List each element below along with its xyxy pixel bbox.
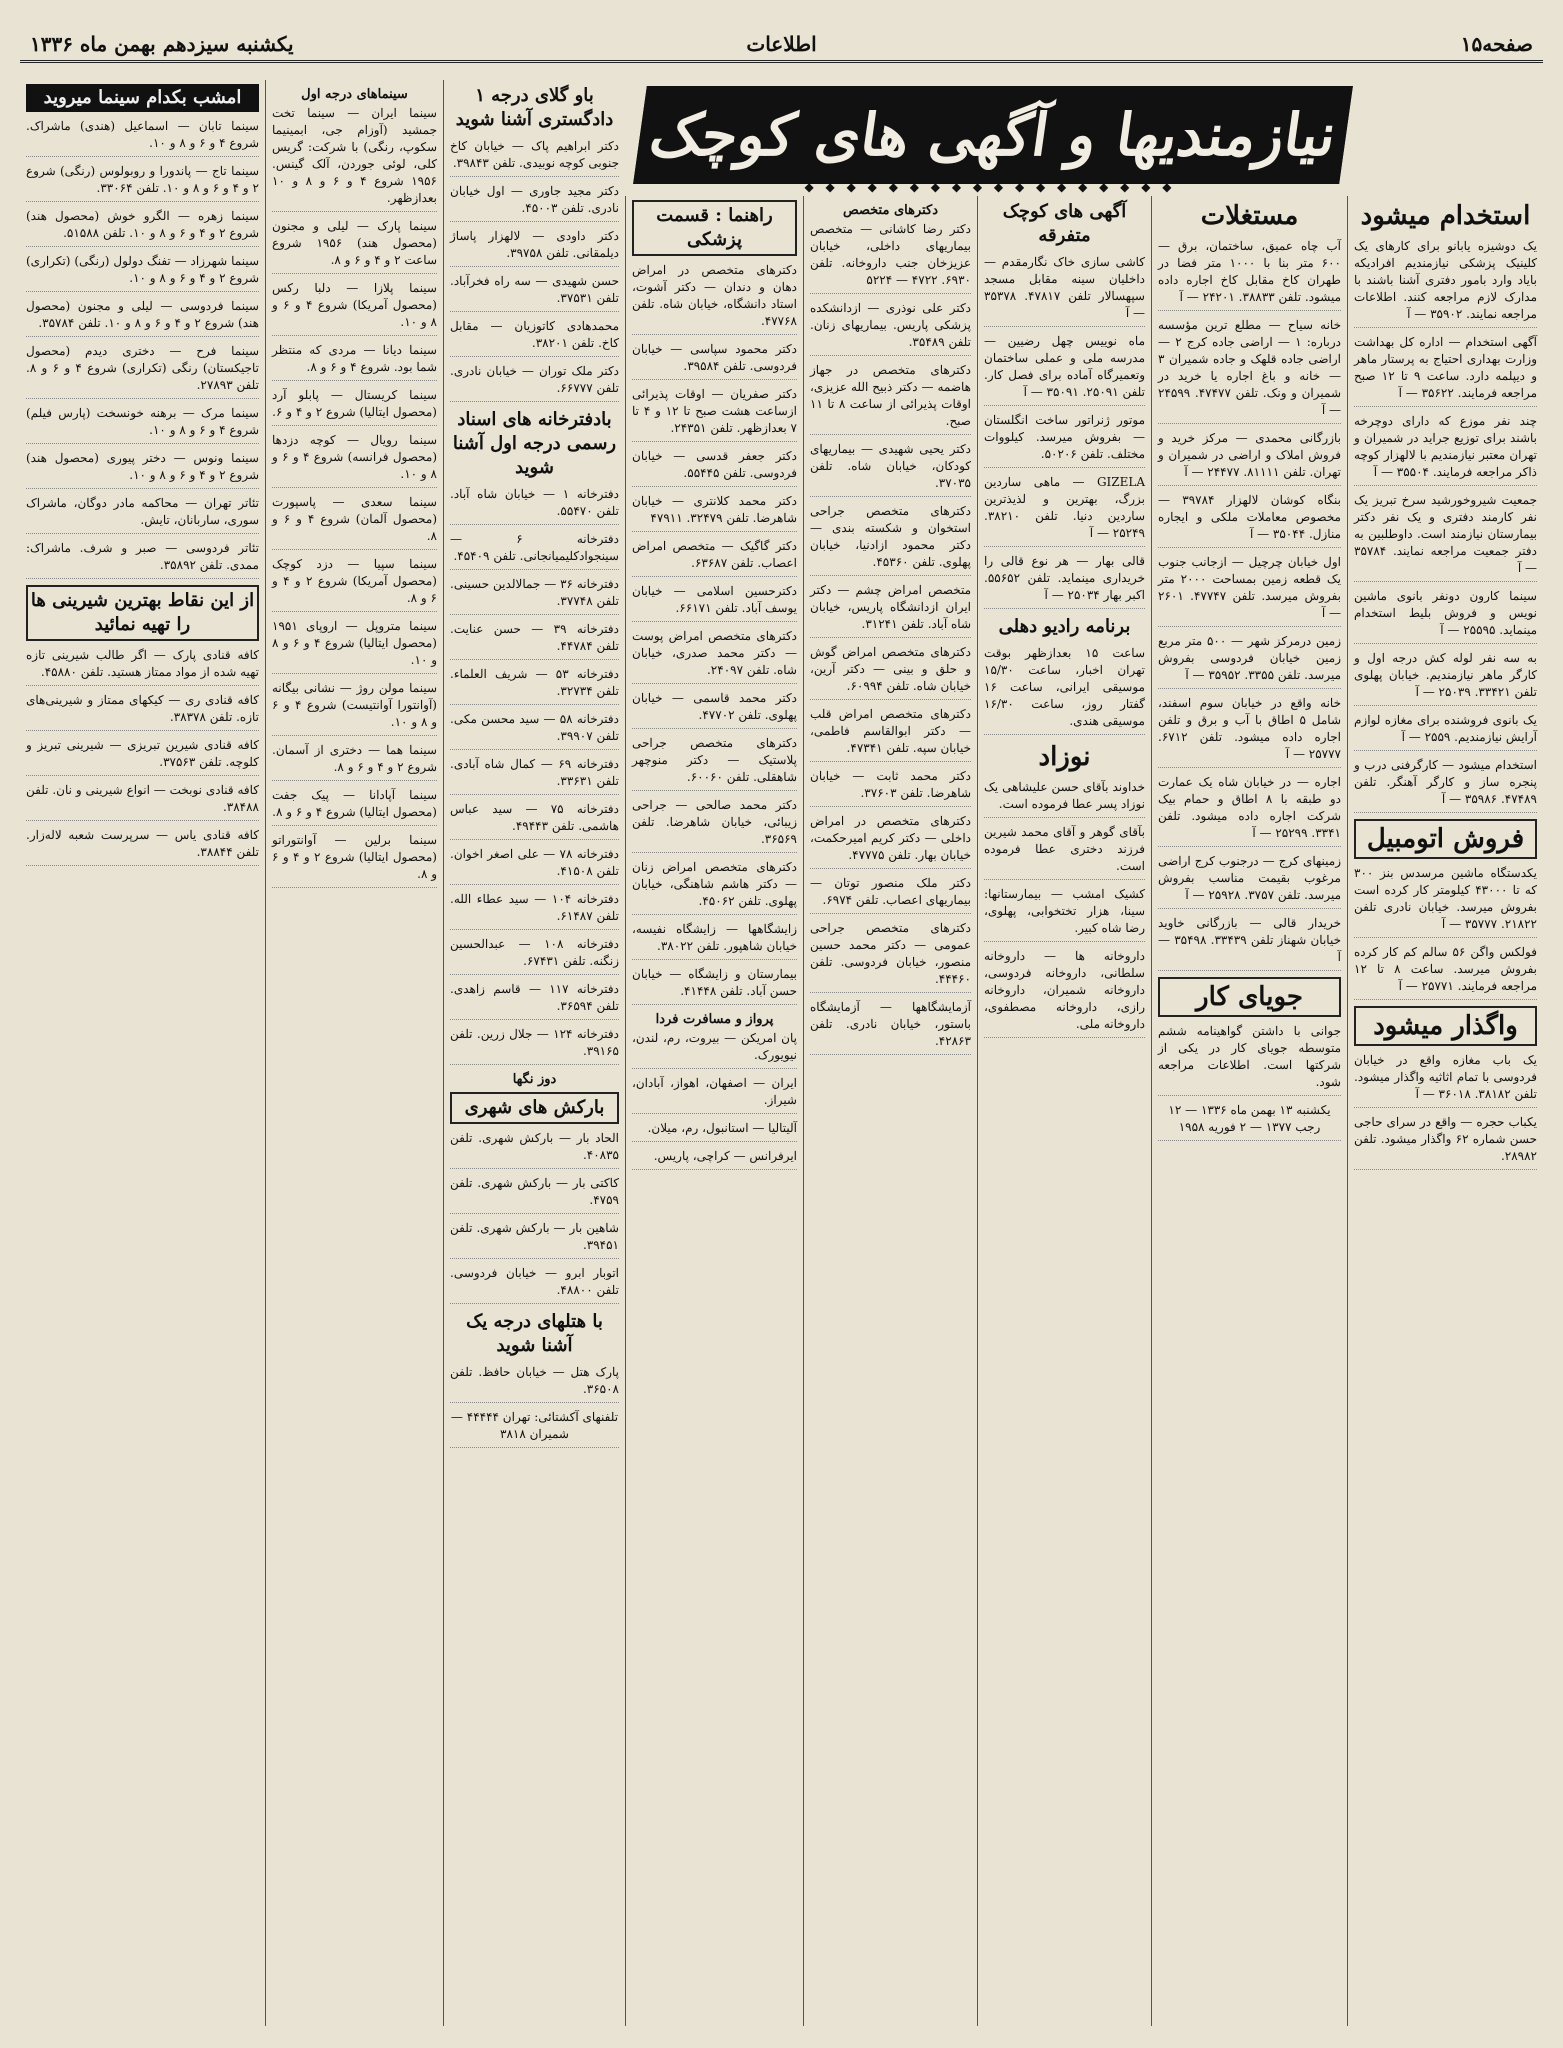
classified-item: متخصص امراض چشم — دکتر ایران ازدانشگاه پاریس، خیابان شاه آباد. تلفن ۳۱۲۴۱. <box>810 582 971 638</box>
classified-item: دفترخانه ۳۹ — حسن عنایت. تلفن ۴۴۷۸۴. <box>450 621 619 660</box>
classified-item: دفترخانه ۵۸ — سید محسن مکی. تلفن ۳۹۹۰۷. <box>450 711 619 750</box>
classified-item: دکتر ملک منصور توتان — بیماریهای اعصاب. تلفن ۶۹۷۴. <box>810 875 971 914</box>
classified-item: دکتر مجید جاوری — اول خیابان نادری. تلفن ۴۵۰۰۳. <box>450 183 619 222</box>
classified-item: دکتر رضا کاشانی — متخصص بیماریهای داخلی، خیابان عزیزخان جنب داروخانه. تلفن ۶۹۳۰. ۴۷۲۲ — ۵۲۲۴ <box>810 221 971 294</box>
classified-item: سینما کریستال — پابلو آرد (محصول ایتالیا) شروع ۲ و ۴ و ۶. <box>272 387 437 426</box>
classified-item: ساعت ۱۵ بعدازظهر بوقت تهران اخبار، ساعت ۱۵/۳۰ موسیقی ایرانی، ساعت ۱۶ گفتار روز، ساعت ۱۶/۳۰ موسیقی هندی. <box>984 645 1145 735</box>
classified-item: کافه قنادی یاس — سرپرست شعبه لاله‌زار. تلفن ۳۸۸۴۴. <box>26 827 259 866</box>
classified-item: استخدام میشود — کارگرفنی درب و پنجره ساز و کارگر آهنگر. تلفن ۴۷۴۸۹. ۳۵۹۸۶ — آ <box>1354 757 1537 813</box>
classified-item: کافه قنادی پارک — اگر طالب شیرینی تازه تهیه شده از مواد ممتاز هستید. تلفن ۴۵۸۸۰. <box>26 647 259 686</box>
section-heading: دوز نگها <box>512 1072 557 1087</box>
classified-item: تئاتر فردوسی — صبر و شرف. ماشراک: ممدی. تلفن ۳۵۸۹۲. <box>26 540 259 579</box>
classified-item: دکتر محمد ثابت — خیابان شاهرضا. تلفن ۳۷۶۰۳. <box>810 768 971 807</box>
classified-item: دکتر جعفر قدسی — خیابان فردوسی. تلفن ۵۵۴۴۵. <box>632 448 797 487</box>
classified-item: دکترهای متخصص امراض پوست — دکتر محمد صدری، خیابان شاه. تلفن ۲۴۰۹۷. <box>632 628 797 684</box>
classified-item: بیمارستان و زایشگاه — خیابان حسن آباد. تلفن ۴۱۴۴۸. <box>632 966 797 1005</box>
classified-item: ایران — اصفهان، اهواز، آبادان، شیراز. <box>632 1075 797 1114</box>
classified-item: دکتر گاگیک — متخصص امراض اعصاب. تلفن ۶۳۶۸۷. <box>632 538 797 577</box>
classified-item: دفترخانه ۳۶ — جمالالدین حسینی. تلفن ۳۷۷۴۸. <box>450 576 619 615</box>
classified-item: یکباب حجره — واقع در سرای حاجی حسن شماره ۶۲ واگذار میشود. تلفن ۲۸۹۸۲. <box>1354 1114 1537 1170</box>
classified-item: سینما شهرزاد — تفنگ دولول (رنگی) (تکراری) شروع ۲ و ۴ و ۶ و ۸ و ۱۰. <box>26 253 259 292</box>
section-heading: جویای کار <box>1158 977 1341 1017</box>
column-cinemas <box>265 80 443 2026</box>
section-heading: مستغلات <box>1200 201 1299 231</box>
classified-item: کاکتی بار — بارکش شهری. تلفن ۴۷۵۹. <box>450 1175 619 1214</box>
classified-item: سینما متروپل — اروپای ۱۹۵۱ (محصول ایتالیا) شروع ۴ و ۶ و ۸ و ۱۰. <box>272 618 437 674</box>
section-heading: بارکش های شهری <box>450 1092 619 1124</box>
classified-item: قالی بهار — هر نوع قالی را خریداری مینماید. تلفن ۵۵۶۵۲. اکبر بهار ۲۵۰۳۴ — آ <box>984 553 1145 609</box>
classified-item: جمعیت شیروخورشید سرخ تبریز یک نفر کارمند دفتری و یک نفر دکتر بیمارستان نیازمند است. داوطلبین به دفتر جمعیت مراجعه نمایند. ۳۵۷۸۴ — آ <box>1354 492 1537 582</box>
classified-item: دکتر ملک توران — خیابان نادری. تلفن ۶۶۷۷۷. <box>450 363 619 402</box>
classified-item: چند نفر موزع که دارای دوچرخه باشند برای توزیع جراید در شمیران و تهران معتبر نیازمندیم با لالهزار کوچه ذاکر مراجعه فرمایند. ۳۵۵۰۴ — آ <box>1354 413 1537 486</box>
classified-item: سینما فرح — دختری دیدم (محصول تاجیکستان) رنگی (تکراری) شروع ۴ و ۶ و ۸. تلفن ۲۷۸۹۳. <box>26 343 259 399</box>
classified-item: دکترهای متخصص در امراض داخلی — دکتر کریم امیرحکمت، خیابان بهار. تلفن ۴۷۷۷۵. <box>810 813 971 869</box>
classified-item: دفترخانه ۱۲۴ — جلال زرین. تلفن ۳۹۱۶۵. <box>450 1026 619 1065</box>
classified-item: آگهی استخدام — اداره کل بهداشت وزارت بهداری احتیاج به پرستار ماهر و دیپلمه دارد. ساعت ۹ تا ۱۲ صبح مراجعه فرمایند. ۳۵۶۲۲ — آ <box>1354 334 1537 407</box>
classified-item: خانه سیاح — مطلع ترین مؤسسه درباره: ۱ — اراضی جاده کرج ۲ — اراضی جاده قلهک و جاده شمیران ۳ — خانه و باغ اجاره یا خرید در شمیران و ونک. تلفن ۴۷۴۷۷. ۲۴۵۹۹ — آ <box>1158 317 1341 424</box>
classified-item: یک باب مغازه واقع در خیابان فردوسی با تمام اثاثیه واگذار میشود. تلفن ۳۸۱۸۲. ۳۶۰۱۸ — آ <box>1354 1052 1537 1108</box>
banner-ornament: ◆ ◆ ◆ ◆ ◆ ◆ ◆ ◆ ◆ ◆ ◆ ◆ ◆ ◆ ◆ ◆ ◆ ◆ <box>804 180 1176 194</box>
classified-item: دکترهای متخصص در جهاز هاضمه — دکتر ذبیح الله عزیزی، اوقات پذیرائی از ساعت ۸ تا ۱۱ صبح. <box>810 362 971 435</box>
classified-item: سینما آپادانا — پیک جفت (محصول ایتالیا) شروع ۴ و ۶ و ۸. <box>272 787 437 826</box>
section-heading: باو گلای درجه ۱ دادگستری آشنا شوید <box>455 85 614 130</box>
classifieds-banner <box>633 86 1353 184</box>
section-heading: پرواز و مسافرت فردا <box>655 1012 774 1027</box>
classified-item: سینما زهره — الگرو خوش (محصول هند) شروع ۲ و ۴ و ۶ و ۸ و ۱۰. تلفن ۵۱۵۸۸. <box>26 208 259 247</box>
classified-item: اتوبار ابرو — خیابان فردوسی. تلفن ۴۸۸۰۰. <box>450 1265 619 1304</box>
classified-item: جوانی با داشتن گواهینامه ششم متوسطه جویای کار در یکی از شرکتها است. اطلاعات مراجعه شود. <box>1158 1023 1341 1096</box>
classified-item: کافه قنادی نوبخت — انواع شیرینی و نان. تلفن ۳۸۴۸۸. <box>26 782 259 821</box>
classified-item: به سه نفر لوله کش درجه اول و کارگر ماهر نیازمندیم. خیابان پهلوی تلفن ۳۳۴۲۱. ۲۵۰۳۹ — آ <box>1354 650 1537 706</box>
classified-item: دکترهای متخصص امراض گوش و حلق و بینی — دکتر آرین، خیابان شاه. تلفن ۶۰۹۹۴. <box>810 644 971 700</box>
classified-item: سینما رویال — کوچه دزدها (محصول فرانسه) شروع ۴ و ۶ و ۸ و ۱۰. <box>272 432 437 488</box>
classified-item: زمین درمرکز شهر — ۵۰۰ متر مربع زمین خیابان فردوسی بفروش میرسد. تلفن ۳۳۵۵. ۳۵۹۵۲ — آ <box>1158 633 1341 689</box>
classified-item: شاهین بار — بارکش شهری. تلفن ۳۹۴۵۱. <box>450 1220 619 1259</box>
classified-item: دفترخانه ۱۰۴ — سید عطاء الله. تلفن ۶۱۴۸۷. <box>450 891 619 930</box>
section-heading: بادفترخانه های اسناد رسمی درجه اول آشنا شوید <box>452 409 617 478</box>
classified-item: زایشگاهها — زایشگاه نفیسه، خیابان شاهپور. تلفن ۳۸۰۲۲. <box>632 921 797 960</box>
section-heading: نوزاد <box>1038 742 1091 772</box>
classified-item: سینما دیانا — مردی که منتظر شما بود. شروع ۴ و ۶ و ۸. <box>272 342 437 381</box>
section-heading: فروش اتومبیل <box>1354 819 1537 859</box>
date-footer: یکشنبه ۱۳ بهمن ماه ۱۳۳۶ — ۱۲ رجب ۱۳۷۷ — ۲ فوریه ۱۹۵۸ <box>1158 1102 1341 1141</box>
classified-item: دکترهای متخصص امراض قلب — دکتر ابوالقاسم فاطمی، خیابان سپه. تلفن ۴۷۳۴۱. <box>810 706 971 762</box>
classified-item: دکترهای متخصص در امراض دهان و دندان — دکتر آشوت، استاد دانشگاه، خیابان شاه. تلفن ۴۷۷۶۸. <box>632 262 797 335</box>
column-lawyers-notaries <box>443 80 625 2026</box>
classified-item: دکتر محمد صالحی — جراحی زیبائی، خیابان شاهرضا. تلفن ۳۶۵۶۹. <box>632 797 797 853</box>
classified-item: سینما برلین — آوانتوراتو (محصول ایتالیا) شروع ۲ و ۴ و ۶ و ۸. <box>272 832 437 888</box>
classified-item: GIZELA — ماهی ساردین بزرگ، بهترین و لذیذترین ساردین دنیا. تلفن ۳۸۲۱۰. ۲۵۲۴۹ — آ <box>984 474 1145 547</box>
classified-item: کاشی سازی خاک نگارمقدم — داخلیان سینه مقابل مسجد سپهسالار تلفن ۴۷۸۱۷. ۳۵۳۷۸ — آ <box>984 254 1145 327</box>
section-heading: برنامه رادیو دهلی <box>998 616 1131 637</box>
classified-item: خداوند بآقای حسن علیشاهی یک نوزاد پسر عطا فرموده است. <box>984 779 1145 818</box>
classified-item: سینما ونوس — دختر پیوری (محصول هند) شروع ۲ و ۴ و ۶ و ۸ و ۱۰. <box>26 450 259 489</box>
issue-date: یکشنبه سیزدهم بهمن ماه ۱۳۳۶ <box>30 32 294 56</box>
classified-item: اول خیابان چرچیل — ازجانب جنوب یک قطعه زمین بمساحت ۲۰۰۰ متر بفروش میرسد. تلفن ۴۷۷۴۷. ۲۶۰۱ — آ <box>1158 554 1341 627</box>
classified-item: دفترخانه ۷۸ — علی اصغر اخوان. تلفن ۴۱۵۰۸. <box>450 846 619 885</box>
classified-item: حسن شهیدی — سه راه فخرآباد. تلفن ۳۷۵۳۱. <box>450 273 619 312</box>
classified-item: دفترخانه ۷۵ — سید عباس هاشمی. تلفن ۴۹۴۴۳. <box>450 801 619 840</box>
classified-item: بنگاه کوشان لالهزار ۳۹۷۸۴ — مخصوص معاملات ملکی و ایجاره منازل. ۳۵۰۴۴ — آ <box>1158 492 1341 548</box>
classified-item: آلیتالیا — استانبول، رم، میلان. <box>632 1120 797 1142</box>
classified-item: دکترحسین اسلامی — خیابان یوسف آباد. تلفن ۶۶۱۷۱. <box>632 583 797 622</box>
classified-item: دکتر محمد قاسمی — خیابان پهلوی. تلفن ۴۷۷۰۲. <box>632 690 797 729</box>
section-heading: آگهی های کوچک متفرقه <box>1002 201 1127 246</box>
classified-item: دکتر یحیی شهیدی — بیماریهای کودکان، خیابان شاه. تلفن ۳۷۰۳۵. <box>810 441 971 497</box>
classified-item: دکتر محمد کلانتری — خیابان شاهرضا. تلفن ۳۲۴۷۹. ۴۷۹۱۱ <box>632 493 797 532</box>
section-heading: از این نقاط بهترین شیرینی ها را تهیه نمائید <box>26 585 259 641</box>
classified-item: سینما کارون دونفر بانوی ماشین نویس و فروش بلیط استخدام مینماید. ۲۵۵۹۵ — آ <box>1354 588 1537 644</box>
column-doctors <box>803 196 977 2026</box>
column-misc <box>977 196 1151 2026</box>
classified-item: دکترهای متخصص جراحی پلاستیک — دکتر منوچهر شاهقلی. تلفن ۶۰۰۶۰. <box>632 735 797 791</box>
classified-item: دفترخانه ۱۰۸ — عبدالحسین زنگنه. تلفن ۶۷۴۳۱. <box>450 936 619 975</box>
column-medical-guide <box>625 196 803 2026</box>
classified-item: الحاد بار — بارکش شهری. تلفن ۴۰۸۳۵. <box>450 1130 619 1169</box>
classified-item: دفترخانه ۱۱۷ — قاسم زاهدی. تلفن ۳۶۵۹۴. <box>450 981 619 1020</box>
classified-item: بآقای گوهر و آقای محمد شیرین فرزند دختری عطا فرموده است. <box>984 824 1145 880</box>
classified-item: سینما تابان — اسماعیل (هندی) ماشراک. شروع ۴ و ۶ و ۸ و ۱۰. <box>26 118 259 157</box>
classified-item: زمینهای کرج — درجنوب کرج اراضی مرغوب بقیمت مناسب بفروش میرسد. تلفن ۳۷۵۷. ۲۵۹۲۸ — آ <box>1158 853 1341 909</box>
classified-item: کشیک امشب — بیمارستانها: سینا، هزار تختخوابی، پهلوی، رضا شاه کبیر. <box>984 886 1145 942</box>
classified-item: سینما مولن روژ — نشانی بیگانه (آوانتورا آوانتیست) شروع ۴ و ۶ و ۸ و ۱۰. <box>272 680 437 736</box>
section-heading: راهنما : قسمت پزشکی <box>632 200 797 256</box>
column-real-estate <box>1151 196 1347 2026</box>
classified-item: دفترخانه ۶۹ — کمال شاه آبادی. تلفن ۳۳۶۳۱. <box>450 756 619 795</box>
classified-item: دفترخانه ۶ — سینجوادکلیمیانجانی. تلفن ۴۵۴۰۹. <box>450 531 619 570</box>
section-heading: با هتلهای درجه یک آشنا شوید <box>466 1311 603 1356</box>
classified-item: تئاتر تهران — محاکمه مادر دوگان، ماشراک سوری، ساربانان، تایش. <box>26 495 259 534</box>
classified-item: کافه قنادی شیرین تبریزی — شیرینی تبریز و کلوچه. تلفن ۳۷۵۶۳. <box>26 737 259 776</box>
classified-item: آب چاه عمیق، ساختمان، برق — ۶۰۰ متر بنا با ۱۰۰۰ متر فضا در طهران کاخ مقابل کاخ اجاره داده میشود. تلفن ۳۸۸۳۳. ۲۴۲۰۱ — آ <box>1158 238 1341 311</box>
classified-item: دکتر صفریان — اوقات پذیرائی ازساعت هشت صبح تا ۱۲ و ۴ تا ۷ بعدازظهر. تلفن ۲۴۳۵۱. <box>632 386 797 442</box>
classified-item: ایرفرانس — کراچی، پاریس. <box>632 1148 797 1170</box>
classified-item: سینما سعدی — پاسپورت (محصول آلمان) شروع ۴ و ۶ و ۸. <box>272 494 437 550</box>
classified-item: موتور ژنراتور ساخت انگلستان — بفروش میرسد. کیلووات مختلف. تلفن ۵۰۲۰۶. <box>984 412 1145 468</box>
classified-item: سینما پلازا — دلبا رکس (محصول آمریکا) شروع ۴ و ۶ و ۸ و ۱۰. <box>272 280 437 336</box>
column-employment <box>1347 196 1543 2026</box>
classified-item: دفترخانه ۵۳ — شریف العلماء. تلفن ۳۲۷۳۴. <box>450 666 619 705</box>
classified-item: ماه نوییس چهل رضیین — مدرسه ملی و عملی ساختمان وتعمیرگاه آماده برای فصل کار. تلفن ۲۵۰۹۱. ۳۵۰۹۱ — آ <box>984 333 1145 406</box>
classified-item: کافه قنادی ری — کیکهای ممتاز و شیرینی‌های تازه. تلفن ۳۸۳۷۸. <box>26 692 259 731</box>
classified-item: دکتر علی نوذری — ازدانشکده پزشکی پاریس. بیماریهای زنان. تلفن ۳۵۴۸۹. <box>810 300 971 356</box>
section-heading: استخدام میشود <box>1360 201 1531 231</box>
classified-item: داروخانه ها — داروخانه سلطانی، داروخانه فردوسی، داروخانه شمیران، داروخانه رازی، داروخانه مصطفوی، داروخانه ملی. <box>984 948 1145 1038</box>
classified-item: دکتر محمود سپاسی — خیابان فردوسی. تلفن ۳۹۵۸۴. <box>632 341 797 380</box>
newspaper-name: اطلاعات <box>746 32 817 56</box>
classified-item: سینما پارک — لیلی و مجنون (محصول هند) ۱۹۵۶ شروع ساعت ۲ و ۴ و ۶ و ۸. <box>272 218 437 274</box>
column-cinemas-sweets <box>20 80 265 2026</box>
classified-item: محمدهادی کاتوزیان — مقابل کاخ. تلفن ۳۸۲۰۱. <box>450 318 619 357</box>
classified-item: بازرگانی محمدی — مرکز خرید و فروش املاک و اراضی در شمیران و تهران. تلفن ۸۱۱۱۱. ۲۴۴۷۷ — آ <box>1158 430 1341 486</box>
classified-item: فولکس واگن ۵۶ سالم کم کار کرده بفروش میرسد. ساعت ۸ تا ۱۲ مراجعه فرمایند. ۲۵۷۷۱ — آ <box>1354 944 1537 1000</box>
classified-item: دکتر داودی — لالهزار پاساژ دیلمقانی. تلفن ۳۹۷۵۸. <box>450 228 619 267</box>
classified-item: دکترهای متخصص جراحی استخوان و شکسته بندی — دکتر محمود ازادنیا، خیابان پهلوی. تلفن ۴۵۳۶۰. <box>810 503 971 576</box>
classified-item: سینما فردوسی — لیلی و مجنون (محصول هند) شروع ۲ و ۴ و ۶ و ۸ و ۱۰. تلفن ۳۵۷۸۴. <box>26 298 259 337</box>
classified-item: سینما مرک — برهنه خونسخت (پارس فیلم) شروع ۴ و ۶ و ۸ و ۱۰. <box>26 405 259 444</box>
classified-item: دفترخانه ۱ — خیابان شاه آباد. تلفن ۵۵۴۷۰. <box>450 486 619 525</box>
masthead <box>20 30 1543 63</box>
classified-item: دکترهای متخصص جراحی عمومی — دکتر محمد حسین منصور، خیابان فردوسی. تلفن ۴۴۴۶۰. <box>810 920 971 993</box>
section-heading: امشب بکدام سینما میروید <box>26 84 259 112</box>
classified-item: یک بانوی فروشنده برای مغازه لوازم آرایش نیازمندیم. ۲۵۵۹ — آ <box>1354 712 1537 751</box>
classified-item: دکترهای متخصص امراض زنان — دکتر هاشم شاهنگی، خیابان پهلوی. تلفن ۴۵۰۶۲. <box>632 859 797 915</box>
classified-item: یکدستگاه ماشین مرسدس بنز ۳۰۰ که تا ۴۳۰۰۰ کیلومتر کار کرده است بفروش میرسد. خیابان نادری تلفن ۲۱۸۲۲. ۳۵۷۷۷ — آ <box>1354 865 1537 938</box>
classified-item: دکتر ابراهیم پاک — خیابان کاخ جنوبی کوچه نوبیدی. تلفن ۳۹۸۴۳. <box>450 138 619 177</box>
classified-item: آزمایشگاهها — آزمایشگاه باستور، خیابان نادری. تلفن ۴۲۸۶۳. <box>810 999 971 1055</box>
section-heading: سینماهای درجه اول <box>301 87 408 102</box>
classified-item: سینما ایران — سینما تخت جمشید (آوزام جی، ابمینیما سکوپ، رنگی) با شرکت: گریس کلی، لوئی جوردن، آلک گینس. ۱۹۵۶ شروع ۴ و ۶ و ۸ و ۱۰ بعدازظهر. <box>272 105 437 212</box>
classified-item: سینما هما — دختری از آسمان. شروع ۲ و ۴ و ۶ و ۸. <box>272 742 437 781</box>
classified-item: سینما سپیا — دزد کوچک (محصول آمریکا) شروع ۲ و ۴ و ۶ و ۸. <box>272 556 437 612</box>
page-number: صفحه۱۵ <box>1460 32 1533 56</box>
classified-item: خریدار قالی — بازرگانی خاوید خیابان شهناز تلفن ۳۳۴۳۹. ۳۵۴۹۸ — آ <box>1158 915 1341 971</box>
classified-item: اجاره — در خیابان شاه یک عمارت دو طبقه با ۸ اطاق و حمام بیک شرکت اجاره داده میشود. تلفن ۳۳۴۱. ۲۵۲۹۹ — آ <box>1158 774 1341 847</box>
banner-title: نیازمندیها و آگهی های کوچک <box>645 101 1341 169</box>
classified-item: سینما تاج — پاندورا و روبولوس (رنگی) شروع ۲ و ۴ و ۶ و ۸ و ۱۰. تلفن ۳۳۰۶۴. <box>26 163 259 202</box>
classified-item: خانه واقع در خیابان سوم اسفند، شامل ۵ اطاق با آب و برق و تلفن اجاره داده میشود. تلفن ۶۷۱۲. ۲۵۷۷۷ — آ <box>1158 695 1341 768</box>
section-heading: واگذار میشود <box>1354 1006 1537 1046</box>
classified-item: یک دوشیزه یابانو برای کارهای یک کلینیک پزشکی نیازمندیم افرادیکه بایاد وارد بامور دفتری آشنا باشند با مدارک لازم مراجعه کنند. اطلاعات مراجعه نمایند. ۳۵۹۰۲ — آ <box>1354 238 1537 328</box>
section-heading: دکترهای متخصص <box>842 203 939 218</box>
classified-item: پارک هتل — خیابان حافظ. تلفن ۳۶۵۰۸. <box>450 1364 619 1403</box>
phone-footer: تلفنهای آکشتائی: تهران ۴۴۴۴۴ — شمیران ۳۸۱۸ <box>450 1409 619 1448</box>
classified-item: پان امریکن — بیروت، رم، لندن، نیویورک. <box>632 1030 797 1069</box>
